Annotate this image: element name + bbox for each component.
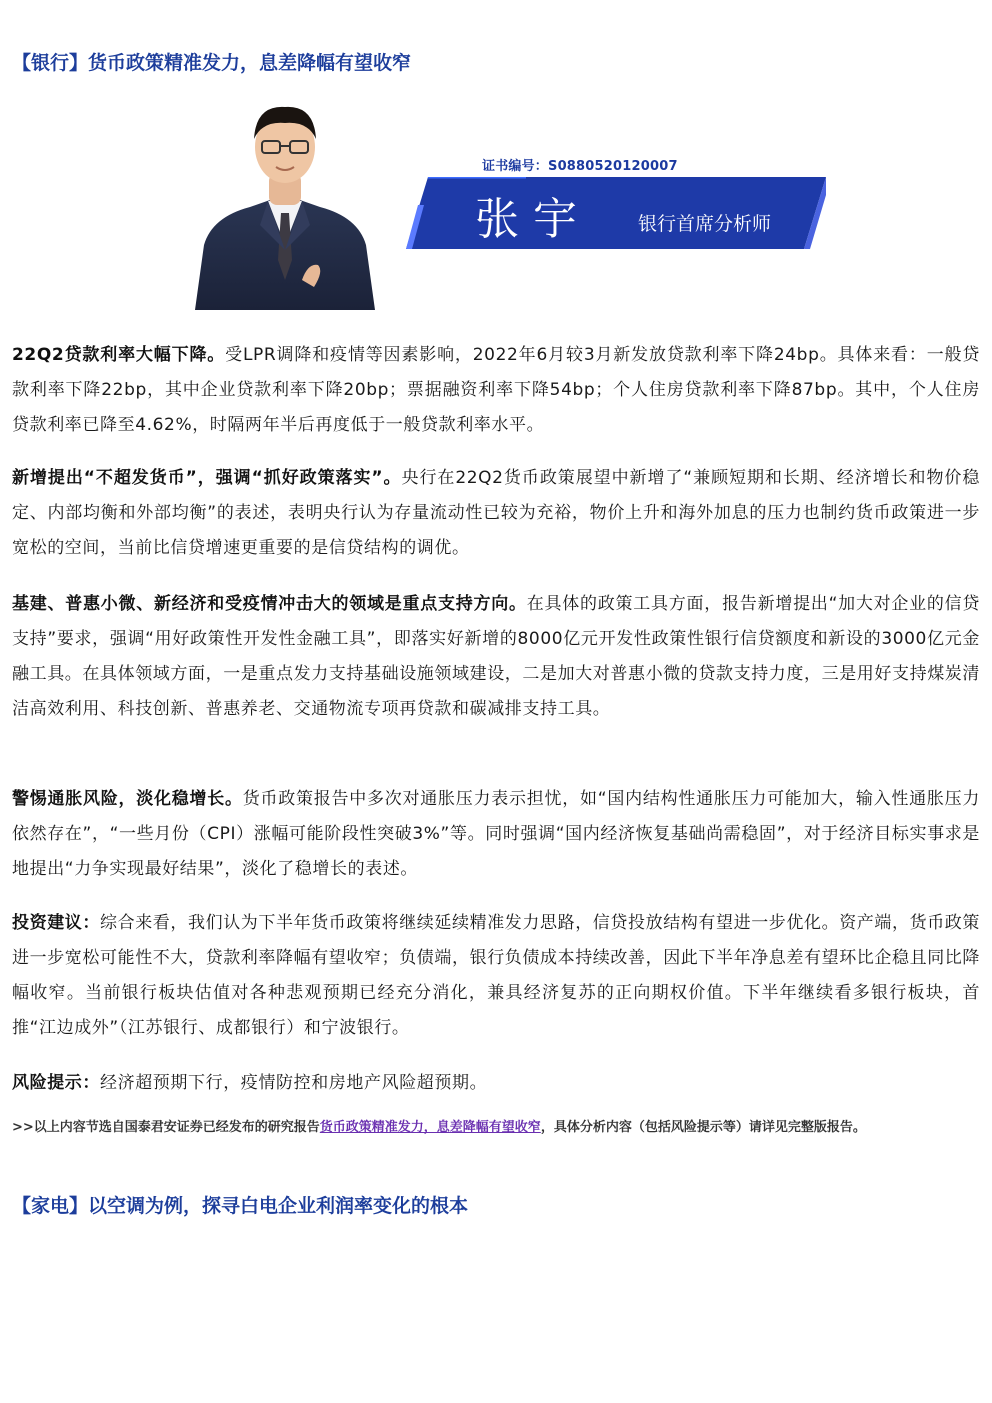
paragraph-body: 经济超预期下行，疫情防控和房地产风险超预期。 bbox=[100, 1073, 488, 1093]
report-link[interactable]: 货币政策精准发力，息差降幅有望收窄 bbox=[319, 1120, 541, 1135]
section-title-bank: 【银行】货币政策精准发力，息差降幅有望收窄 bbox=[12, 52, 412, 74]
paragraph-lead: 风险提示： bbox=[12, 1073, 100, 1093]
section-title-appliance: 【家电】以空调为例，探寻白电企业利润率变化的根本 bbox=[12, 1195, 469, 1217]
paragraph-loan-rates bbox=[12, 338, 980, 443]
paragraph-lead: 警惕通胀风险，淡化稳增长。 bbox=[12, 789, 243, 809]
paragraph-lead: 22Q2贷款利率大幅下降。 bbox=[12, 345, 226, 365]
paragraph-lead: 投资建议： bbox=[12, 913, 100, 933]
paragraph-body: 综合来看，我们认为下半年货币政策将继续延续精准发力思路，信贷投放结构有望进一步优化。资产端，货币政策进一步宽松可能性不大，贷款利率降幅有望收窄；负债端，银行负债成本持续改善，因此下半年净息差有望环比企稳且同比降幅收窄。当前银行板块估值对各种悲观预期已经充分消化，兼具经济复苏的正向期权价值。下半年继续看多银行板块，首推“江边成外”（江苏银行、成都银行）和宁波银行。 bbox=[12, 913, 980, 1038]
paragraph-currency-policy bbox=[12, 461, 980, 566]
paragraph-risk-warning bbox=[12, 1066, 980, 1101]
source-note-suffix: ，具体分析内容（包括风险提示等）请详见完整版报告。 bbox=[540, 1120, 866, 1135]
certificate-number: 证书编号：S0880520120007 bbox=[482, 159, 678, 174]
source-note-prefix: >>以上内容节选自国泰君安证券已经发布的研究报告 bbox=[12, 1120, 320, 1135]
analyst-role: 银行首席分析师 bbox=[638, 213, 772, 235]
paragraph-body: 受LPR调降和疫情等因素影响，2022年6月较3月新发放贷款利率下降24bp。具体来看：一般贷款利率下降22bp，其中企业贷款利率下降20bp；票据融资利率下降54bp；个人住房贷款利率下降87bp。其中，个人住房贷款利率已降至4.62%，时隔两年半后再度低于一般贷款利率水平。 bbox=[12, 345, 980, 435]
paragraph-lead: 基建、普惠小微、新经济和受疫情冲击大的领域是重点支持方向。 bbox=[12, 594, 527, 614]
paragraph-support-areas bbox=[12, 587, 980, 727]
analyst-banner bbox=[190, 95, 840, 313]
source-note bbox=[12, 1118, 982, 1138]
paragraph-inflation-risk bbox=[12, 782, 980, 887]
analyst-portrait bbox=[190, 95, 380, 310]
paragraph-body: 货币政策报告中多次对通胀压力表示担忧，如“国内结构性通胀压力可能加大，输入性通胀压力依然存在”，“一些月份（CPI）涨幅可能阶段性突破3%”等。同时强调“国内经济恢复基础尚需稳固”，对于经济目标实事求是地提出“力争实现最好结果”，淡化了稳增长的表述。 bbox=[12, 789, 980, 879]
paragraph-body: 在具体的政策工具方面，报告新增提出“加大对企业的信贷支持”要求，强调“用好政策性开发性金融工具”，即落实好新增的8000亿元开发性政策性银行信贷额度和新设的3000亿元金融工具。在具体领域方面，一是重点发力支持基础设施领域建设，二是加大对普惠小微的贷款支持力度，三是用好支持煤炭清洁高效利用、科技创新、普惠养老、交通物流专项再贷款和碳减排支持工具。 bbox=[12, 594, 980, 719]
paragraph-body: 央行在22Q2货币政策展望中新增了“兼顾短期和长期、经济增长和物价稳定、内部均衡和外部均衡”的表述，表明央行认为存量流动性已较为充裕，物价上升和海外加息的压力也制约货币政策进一步宽松的空间，当前比信贷增速更重要的是信贷结构的调优。 bbox=[12, 468, 980, 558]
analyst-name: 张宇 bbox=[475, 194, 591, 245]
paragraph-lead: 新增提出“不超发货币”，强调“抓好政策落实”。 bbox=[12, 468, 402, 488]
paragraph-investment-advice bbox=[12, 906, 980, 1046]
